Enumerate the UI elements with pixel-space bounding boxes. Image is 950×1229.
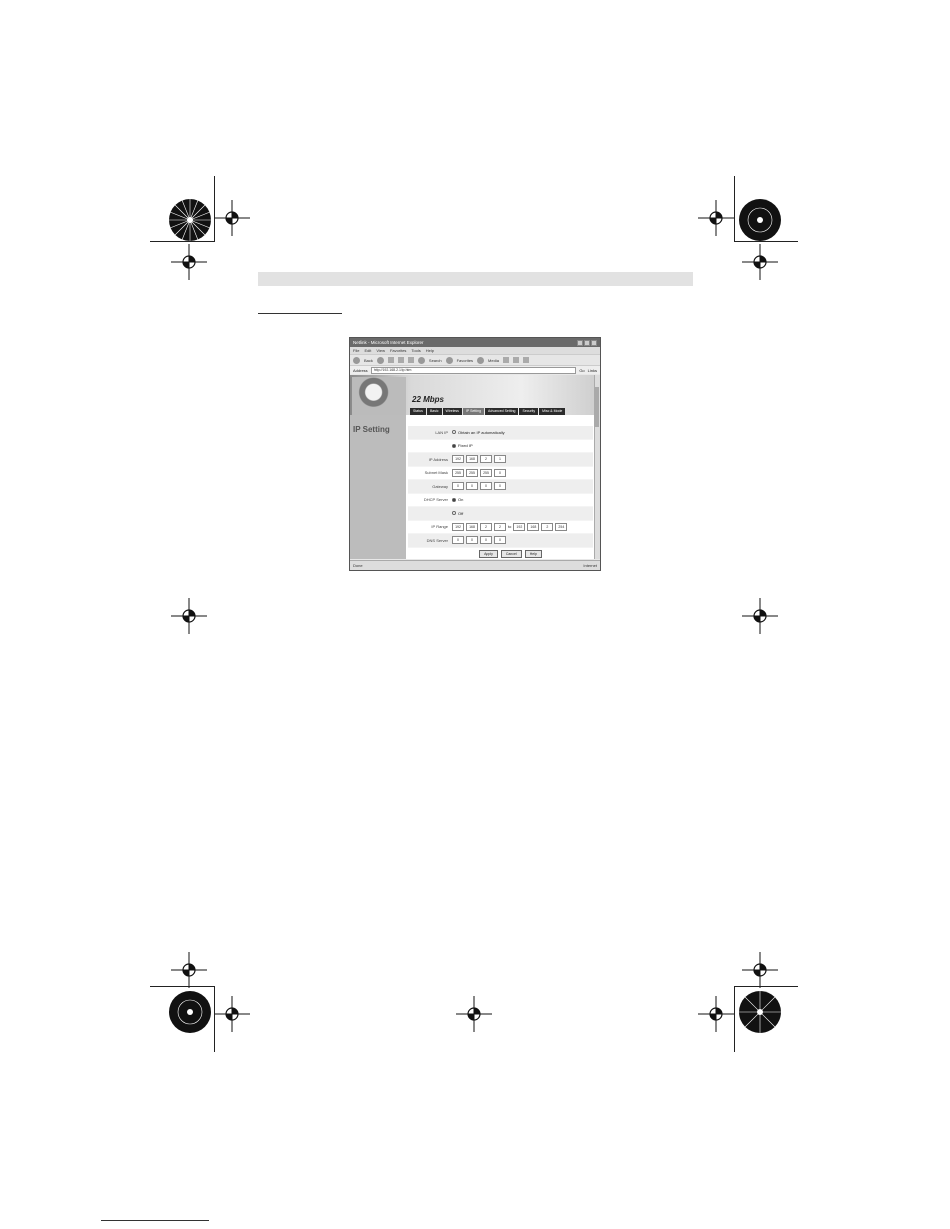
gateway-octet-1[interactable]: 0	[452, 482, 464, 490]
search-button-label[interactable]: Search	[428, 357, 442, 363]
address-label: Address	[353, 367, 368, 373]
banner-photo	[352, 377, 406, 415]
address-input[interactable]: http://192.168.2.1/ip.htm	[371, 367, 577, 374]
stop-icon[interactable]	[388, 357, 394, 363]
footer-rule	[101, 1220, 209, 1221]
refresh-icon[interactable]	[398, 357, 404, 363]
dns-server-label: DNS Server	[426, 537, 448, 543]
history-icon[interactable]	[503, 357, 509, 363]
subnet-mask-octet-1[interactable]: 255	[452, 469, 464, 477]
back-icon[interactable]	[353, 357, 360, 364]
ip-range-end-octet-3[interactable]: 2	[541, 523, 553, 531]
menu-favorites[interactable]: Favorites	[389, 348, 407, 353]
registration-crosshair-icon	[698, 996, 734, 1032]
ip-range-end-octet-4[interactable]: 254	[555, 523, 567, 531]
form-row-ip-address	[408, 453, 593, 467]
obtain-auto-radio[interactable]	[452, 430, 456, 434]
crop-line	[150, 986, 214, 987]
brand-logo: 22 Mbps	[412, 395, 445, 404]
favorites-button-label[interactable]: Favorites	[456, 357, 474, 363]
registration-crosshair-icon	[171, 244, 207, 280]
ip-address-octet-2[interactable]: 168	[466, 455, 478, 463]
vertical-scrollbar[interactable]	[594, 375, 600, 559]
gateway-octet-3[interactable]: 0	[480, 482, 492, 490]
crop-line	[734, 241, 798, 242]
form-row-fixed-ip	[408, 440, 593, 454]
ip-address-label: IP Address	[428, 456, 448, 462]
tab-ip-setting[interactable]: IP Setting	[463, 408, 484, 415]
address-bar	[350, 365, 600, 374]
home-icon[interactable]	[408, 357, 414, 363]
section-rule	[258, 313, 342, 314]
mail-icon[interactable]	[513, 357, 519, 363]
tab-status[interactable]: Status	[410, 408, 426, 415]
ip-range-end-octet-2[interactable]: 168	[527, 523, 539, 531]
tab-advanced-setting[interactable]: Advanced Setting	[485, 408, 518, 415]
browser-toolbar	[350, 354, 600, 365]
nav-tabs	[410, 408, 565, 415]
dhcp-off-label: Off	[458, 510, 464, 516]
status-zone: Internet	[583, 563, 597, 568]
tab-security[interactable]: Security	[519, 408, 538, 415]
gateway-octet-2[interactable]: 0	[466, 482, 478, 490]
favorites-icon[interactable]	[446, 357, 453, 364]
dns-server-octet-1[interactable]: 0	[452, 536, 464, 544]
registration-crosshair-icon	[456, 996, 492, 1032]
form-row-ip-range	[408, 521, 593, 535]
ip-range-start-octet-3[interactable]: 2	[480, 523, 492, 531]
menu-bar	[350, 347, 600, 354]
dns-server-octet-2[interactable]: 0	[466, 536, 478, 544]
ip-range-end-octet-1[interactable]: 192	[513, 523, 525, 531]
print-icon[interactable]	[523, 357, 529, 363]
crop-line	[734, 176, 735, 242]
search-icon[interactable]	[418, 357, 425, 364]
maximize-button[interactable]	[584, 340, 590, 346]
registration-starburst-top-left	[168, 198, 212, 242]
lan-ip-label: LAN IP	[435, 429, 448, 435]
page-content	[350, 375, 595, 559]
registration-crosshair-icon	[214, 200, 250, 236]
registration-starburst-bottom-right	[738, 990, 782, 1034]
sidebar-title: IP Setting	[353, 425, 390, 434]
ip-address-octet-1[interactable]: 192	[452, 455, 464, 463]
subnet-mask-octet-2[interactable]: 255	[466, 469, 478, 477]
registration-crosshair-icon	[742, 244, 778, 280]
crop-line	[214, 986, 215, 1052]
ip-range-start-octet-2[interactable]: 168	[466, 523, 478, 531]
form-row-dhcp-off	[408, 507, 593, 521]
fixed-ip-radio[interactable]	[452, 444, 456, 448]
menu-tools[interactable]: Tools	[411, 348, 421, 353]
subnet-mask-octet-3[interactable]: 255	[480, 469, 492, 477]
status-text: Done	[353, 563, 363, 568]
status-bar	[350, 560, 600, 570]
obtain-auto-label: Obtain an IP automatically	[458, 429, 505, 435]
ip-setting-form	[408, 426, 593, 558]
gateway-octet-4[interactable]: 0	[494, 482, 506, 490]
form-row-lan-ip	[408, 426, 593, 440]
crop-line	[734, 986, 798, 987]
dns-server-octet-4[interactable]: 0	[494, 536, 506, 544]
tab-misc-mode[interactable]: Misc & Mode	[539, 408, 565, 415]
dhcp-on-label: On	[458, 497, 464, 503]
crop-line	[150, 241, 214, 242]
sidebar	[350, 415, 406, 559]
browser-window	[349, 337, 601, 571]
form-row-gateway	[408, 480, 593, 494]
menu-view[interactable]: View	[376, 348, 385, 353]
media-icon[interactable]	[477, 357, 484, 364]
registration-starburst-bottom-left	[168, 990, 212, 1034]
crop-line	[214, 176, 215, 242]
ip-address-octet-4[interactable]: 1	[494, 455, 506, 463]
registration-crosshair-icon	[214, 996, 250, 1032]
menu-edit[interactable]: Edit	[364, 348, 372, 353]
menu-help[interactable]: Help	[425, 348, 434, 353]
ip-range-start-octet-4[interactable]: 2	[494, 523, 506, 531]
media-button-label[interactable]: Media	[488, 357, 499, 363]
back-button-label[interactable]: Back	[364, 357, 373, 363]
form-row-dhcp-on	[408, 494, 593, 508]
registration-crosshair-icon	[171, 952, 207, 988]
registration-starburst-top-right	[738, 198, 782, 242]
registration-crosshair-icon	[698, 200, 734, 236]
registration-crosshair-icon	[742, 952, 778, 988]
dhcp-server-label: DHCP Server	[423, 497, 448, 503]
go-button[interactable]: Go	[579, 367, 585, 373]
gateway-label: Gateway	[432, 483, 448, 489]
help-button[interactable]: Help	[525, 550, 542, 558]
window-title: Netlink - Microsoft Internet Explorer	[353, 340, 424, 345]
apply-button[interactable]: Apply	[479, 550, 498, 558]
subnet-mask-label: Subnet Mask	[424, 470, 448, 476]
ip-address-octet-3[interactable]: 2	[480, 455, 492, 463]
fixed-ip-label: Fixed IP	[458, 443, 473, 449]
page-header-band	[258, 272, 693, 286]
cancel-button[interactable]: Cancel	[501, 550, 522, 558]
dhcp-on-radio[interactable]	[452, 498, 456, 502]
dhcp-off-radio[interactable]	[452, 511, 456, 515]
tab-wireless[interactable]: Wireless	[443, 408, 462, 415]
form-buttons	[408, 550, 593, 558]
ip-range-label: IP Range	[431, 524, 448, 530]
dns-server-octet-3[interactable]: 0	[480, 536, 492, 544]
close-button[interactable]	[591, 340, 597, 346]
links-label[interactable]: Links	[587, 367, 597, 373]
registration-crosshair-icon	[742, 598, 778, 634]
scrollbar-thumb[interactable]	[595, 387, 599, 427]
forward-icon[interactable]	[377, 357, 384, 364]
form-row-dns-server	[408, 534, 593, 548]
form-row-subnet-mask	[408, 467, 593, 481]
router-banner	[350, 375, 595, 415]
tab-basic[interactable]: Basic	[427, 408, 442, 415]
crop-line	[734, 986, 735, 1052]
window-titlebar	[350, 338, 600, 347]
ip-range-start-octet-1[interactable]: 192	[452, 523, 464, 531]
subnet-mask-octet-4[interactable]: 0	[494, 469, 506, 477]
ip-range-to-label: to	[508, 524, 512, 530]
minimize-button[interactable]	[577, 340, 583, 346]
registration-crosshair-icon	[171, 598, 207, 634]
menu-file[interactable]: File	[353, 348, 360, 353]
